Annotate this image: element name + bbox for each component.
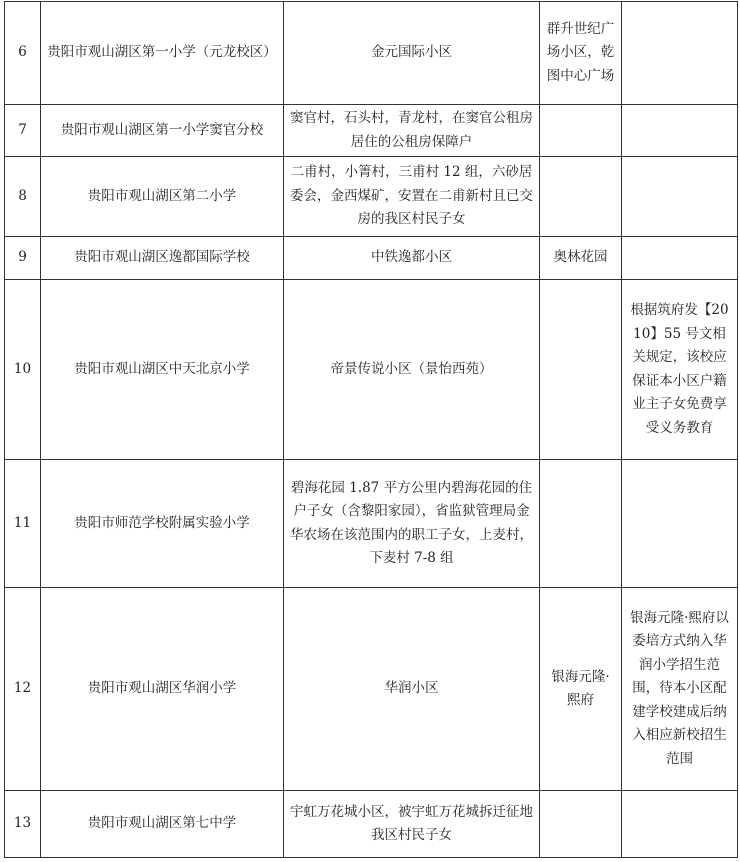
- school-name: 贵阳市观山湖区逸都国际学校: [41, 237, 284, 280]
- enrollment-area: 帝景传说小区（景怡西苑）: [284, 280, 540, 460]
- additional-area: 奥林花园: [540, 237, 622, 280]
- table-row: [5, 237, 738, 280]
- school-name: 贵阳市观山湖区第一小学窦官分校: [41, 105, 284, 157]
- remarks: 根据筑府发【2010】55 号文相关规定，该校应保证本小区户籍业主子女免费享受义务教育: [622, 280, 738, 460]
- row-number: 9: [5, 237, 41, 280]
- table-row: [5, 105, 738, 157]
- additional-area: [540, 791, 622, 858]
- school-name: 贵阳市观山湖区第二小学: [41, 157, 284, 237]
- table-row: [5, 157, 738, 237]
- row-number: 7: [5, 105, 41, 157]
- school-district-table: [4, 1, 738, 858]
- school-name: 贵阳市观山湖区第一小学（元龙校区）: [41, 2, 284, 105]
- additional-area: 群升世纪广场小区，乾图中心广场: [540, 2, 622, 105]
- additional-area: [540, 280, 622, 460]
- school-name: 贵阳市观山湖区中天北京小学: [41, 280, 284, 460]
- table-row: [5, 280, 738, 460]
- table-row: [5, 588, 738, 791]
- remarks: [622, 460, 738, 588]
- remarks: [622, 105, 738, 157]
- school-name: 贵阳市观山湖区第七中学: [41, 791, 284, 858]
- remarks: 银海元隆·熙府以委培方式纳入华润小学招生范围，待本小区配建学校建成后纳入相应新校招生范围: [622, 588, 738, 791]
- school-name: 贵阳市观山湖区华润小学: [41, 588, 284, 791]
- additional-area: [540, 460, 622, 588]
- enrollment-area: 二甫村，小箐村，三甫村 12 组，六砂居委会，金西煤矿，安置在二甫新村且已交房的我区村民子女: [284, 157, 540, 237]
- table-row: [5, 2, 738, 105]
- row-number: 8: [5, 157, 41, 237]
- table-row: [5, 791, 738, 858]
- table-row: [5, 460, 738, 588]
- row-number: 10: [5, 280, 41, 460]
- row-number: 13: [5, 791, 41, 858]
- row-number: 12: [5, 588, 41, 791]
- enrollment-area: 中铁逸都小区: [284, 237, 540, 280]
- row-number: 11: [5, 460, 41, 588]
- additional-area: [540, 157, 622, 237]
- school-name: 贵阳市师范学校附属实验小学: [41, 460, 284, 588]
- enrollment-area: 碧海花园 1.87 平方公里内碧海花园的住户子女（含黎阳家园），省监狱管理局金华农场在该范围内的职工子女，上麦村，下麦村 7-8 组: [284, 460, 540, 588]
- enrollment-area: 金元国际小区: [284, 2, 540, 105]
- remarks: [622, 237, 738, 280]
- enrollment-area: 华润小区: [284, 588, 540, 791]
- remarks: [622, 791, 738, 858]
- remarks: [622, 157, 738, 237]
- enrollment-area: 宇虹万花城小区，被宇虹万花城拆迁征地我区村民子女: [284, 791, 540, 858]
- row-number: 6: [5, 2, 41, 105]
- enrollment-area: 窦官村，石头村，青龙村，在窦官公租房居住的公租房保障户: [284, 105, 540, 157]
- remarks: [622, 2, 738, 105]
- additional-area: [540, 105, 622, 157]
- additional-area: 银海元隆·熙府: [540, 588, 622, 791]
